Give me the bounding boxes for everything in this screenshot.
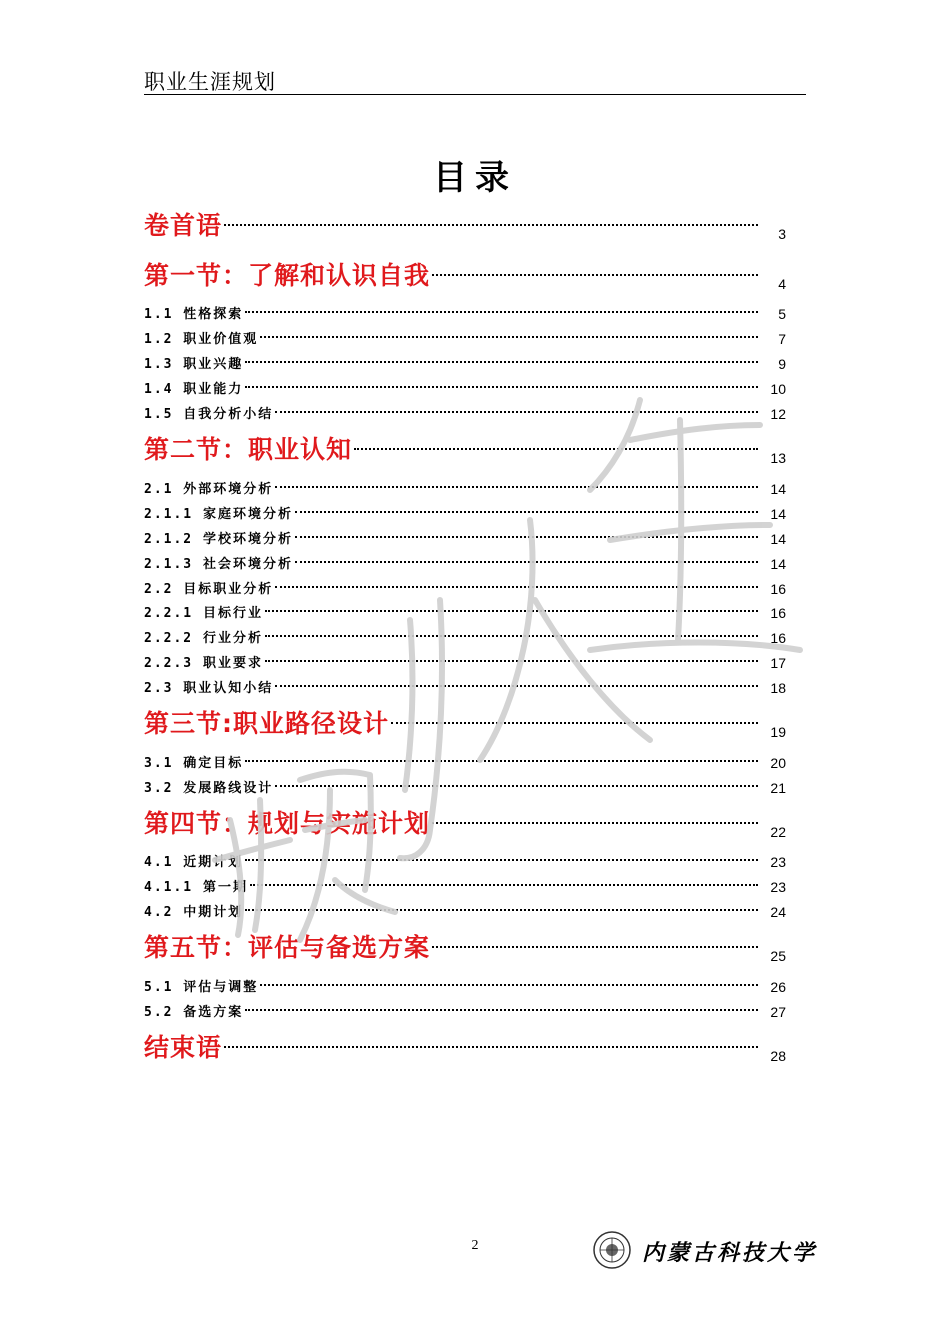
- toc-subsection-entry[interactable]: [144, 900, 786, 920]
- toc-entry-page: 16: [770, 581, 786, 597]
- toc-leader-dots: [224, 1046, 758, 1048]
- toc-entry-label: 第四节：规划与实施计划: [144, 809, 431, 838]
- toc-subsection-entry[interactable]: [144, 676, 786, 696]
- toc-leader-dots: [432, 274, 758, 276]
- university-name: 内蒙古科技大学: [642, 1240, 818, 1266]
- toc-entry-page: 3: [778, 226, 786, 242]
- toc-leader-dots: [245, 1009, 758, 1011]
- toc-leader-dots: [265, 635, 758, 637]
- toc-entry-label: 2.2.1 目标行业: [144, 606, 263, 621]
- toc-leader-dots: [245, 760, 758, 762]
- toc-entry-label: 2.1.2 学校环境分析: [144, 532, 293, 547]
- toc-entry-label: 2.2.2 行业分析: [144, 631, 263, 646]
- toc-entry-page: 7: [778, 331, 786, 347]
- toc-entry-label: 1.5 自我分析小结: [144, 407, 274, 422]
- toc-entry-page: 27: [770, 1004, 786, 1020]
- toc-entry-label: 5.2 备选方案: [144, 1005, 244, 1020]
- toc-entry-page: 17: [770, 655, 786, 671]
- toc-subsection-entry[interactable]: [144, 601, 786, 621]
- toc-leader-dots: [265, 610, 758, 612]
- toc-entry-label: 2.1.3 社会环境分析: [144, 557, 293, 572]
- toc-leader-dots: [432, 946, 758, 948]
- toc-leader-dots: [275, 411, 758, 413]
- toc-subsection-entry[interactable]: [144, 527, 786, 547]
- toc-entry-label: 4.1.1 第一期: [144, 880, 248, 895]
- toc-leader-dots: [432, 822, 758, 824]
- toc-leader-dots: [224, 224, 758, 226]
- toc-subsection-entry[interactable]: [144, 751, 786, 771]
- toc-entry-page: 23: [770, 854, 786, 870]
- header-title: 职业生涯规划: [144, 70, 276, 94]
- toc-entry-page: 18: [770, 680, 786, 696]
- toc-subsection-entry[interactable]: [144, 502, 786, 522]
- university-seal-icon: [592, 1230, 632, 1270]
- toc-entry-page: 28: [770, 1048, 786, 1064]
- toc-entry-label: 5.1 评估与调整: [144, 980, 259, 995]
- toc-leader-dots: [245, 311, 758, 313]
- toc-entry-page: 10: [770, 381, 786, 397]
- toc-entry-page: 16: [770, 605, 786, 621]
- toc-leader-dots: [260, 336, 758, 338]
- toc-entry-label: 3.1 确定目标: [144, 756, 244, 771]
- toc-entry-page: 19: [770, 724, 786, 740]
- toc-entry-label: 2.1 外部环境分析: [144, 482, 274, 497]
- toc-entry-label: 第一节：了解和认识自我: [144, 261, 431, 290]
- toc-entry-page: 20: [770, 755, 786, 771]
- toc-entry-label: 1.1 性格探索: [144, 307, 244, 322]
- toc-subsection-entry[interactable]: [144, 626, 786, 646]
- toc-entry-label: 4.2 中期计划: [144, 905, 244, 920]
- toc-section-entry[interactable]: [144, 258, 786, 292]
- toc-leader-dots: [265, 660, 758, 662]
- table-of-contents: [144, 0, 790, 1344]
- toc-entry-label: 第五节：评估与备选方案: [144, 933, 431, 962]
- toc-leader-dots: [391, 722, 758, 724]
- toc-leader-dots: [260, 984, 758, 986]
- toc-subsection-entry[interactable]: [144, 477, 786, 497]
- toc-subsection-entry[interactable]: [144, 975, 786, 995]
- toc-subsection-entry[interactable]: [144, 327, 786, 347]
- toc-entry-page: 14: [770, 531, 786, 547]
- toc-subsection-entry[interactable]: [144, 377, 786, 397]
- toc-leader-dots: [275, 685, 758, 687]
- toc-leader-dots: [245, 386, 758, 388]
- toc-entry-page: 21: [770, 780, 786, 796]
- toc-leader-dots: [275, 785, 758, 787]
- toc-entry-page: 22: [770, 824, 786, 840]
- toc-entry-label: 第三节:职业路径设计: [144, 709, 389, 738]
- toc-entry-label: 4.1 近期计划: [144, 855, 244, 870]
- toc-entry-label: 2.2.3 职业要求: [144, 656, 263, 671]
- toc-entry-label: 卷首语: [144, 211, 223, 240]
- toc-entry-label: 1.4 职业能力: [144, 382, 244, 397]
- toc-entry-label: 2.2 目标职业分析: [144, 582, 274, 597]
- toc-leader-dots: [245, 909, 758, 911]
- toc-entry-page: 9: [778, 356, 786, 372]
- toc-section-entry[interactable]: [144, 706, 786, 740]
- toc-subsection-entry[interactable]: [144, 651, 786, 671]
- toc-entry-label: 3.2 发展路线设计: [144, 781, 274, 796]
- toc-subsection-entry[interactable]: [144, 875, 786, 895]
- toc-entry-label: 2.1.1 家庭环境分析: [144, 507, 293, 522]
- toc-leader-dots: [295, 511, 758, 513]
- toc-leader-dots: [295, 561, 758, 563]
- toc-subsection-entry[interactable]: [144, 577, 786, 597]
- toc-leader-dots: [295, 536, 758, 538]
- toc-leader-dots: [354, 448, 758, 450]
- page-number: 2: [471, 1238, 479, 1253]
- toc-section-entry[interactable]: [144, 208, 786, 242]
- toc-entry-page: 25: [770, 948, 786, 964]
- toc-subsection-entry[interactable]: [144, 1000, 786, 1020]
- toc-entry-page: 24: [770, 904, 786, 920]
- toc-section-entry[interactable]: [144, 432, 786, 466]
- toc-leader-dots: [250, 884, 758, 886]
- toc-leader-dots: [275, 486, 758, 488]
- toc-entry-page: 14: [770, 506, 786, 522]
- toc-entry-page: 23: [770, 879, 786, 895]
- toc-subsection-entry[interactable]: [144, 552, 786, 572]
- toc-entry-page: 4: [778, 276, 786, 292]
- toc-entry-label: 结束语: [144, 1033, 223, 1062]
- toc-entry-label: 2.3 职业认知小结: [144, 681, 274, 696]
- toc-entry-page: 14: [770, 556, 786, 572]
- toc-entry-page: 12: [770, 406, 786, 422]
- toc-entry-page: 5: [778, 306, 786, 322]
- toc-leader-dots: [275, 586, 758, 588]
- toc-section-entry[interactable]: [144, 1030, 786, 1064]
- toc-section-entry[interactable]: [144, 806, 786, 840]
- toc-subsection-entry[interactable]: [144, 850, 786, 870]
- toc-title: 目录: [433, 158, 517, 198]
- toc-section-entry[interactable]: [144, 930, 786, 964]
- toc-subsection-entry[interactable]: [144, 402, 786, 422]
- toc-subsection-entry[interactable]: [144, 776, 786, 796]
- toc-entry-label: 1.2 职业价值观: [144, 332, 259, 347]
- toc-entry-page: 16: [770, 630, 786, 646]
- toc-entry-label: 第二节：职业认知: [144, 435, 353, 464]
- toc-entry-page: 14: [770, 481, 786, 497]
- toc-leader-dots: [245, 361, 758, 363]
- toc-entry-page: 13: [770, 450, 786, 466]
- toc-subsection-entry[interactable]: [144, 302, 786, 322]
- toc-entry-label: 1.3 职业兴趣: [144, 357, 244, 372]
- toc-entry-page: 26: [770, 979, 786, 995]
- toc-leader-dots: [245, 859, 758, 861]
- toc-subsection-entry[interactable]: [144, 352, 786, 372]
